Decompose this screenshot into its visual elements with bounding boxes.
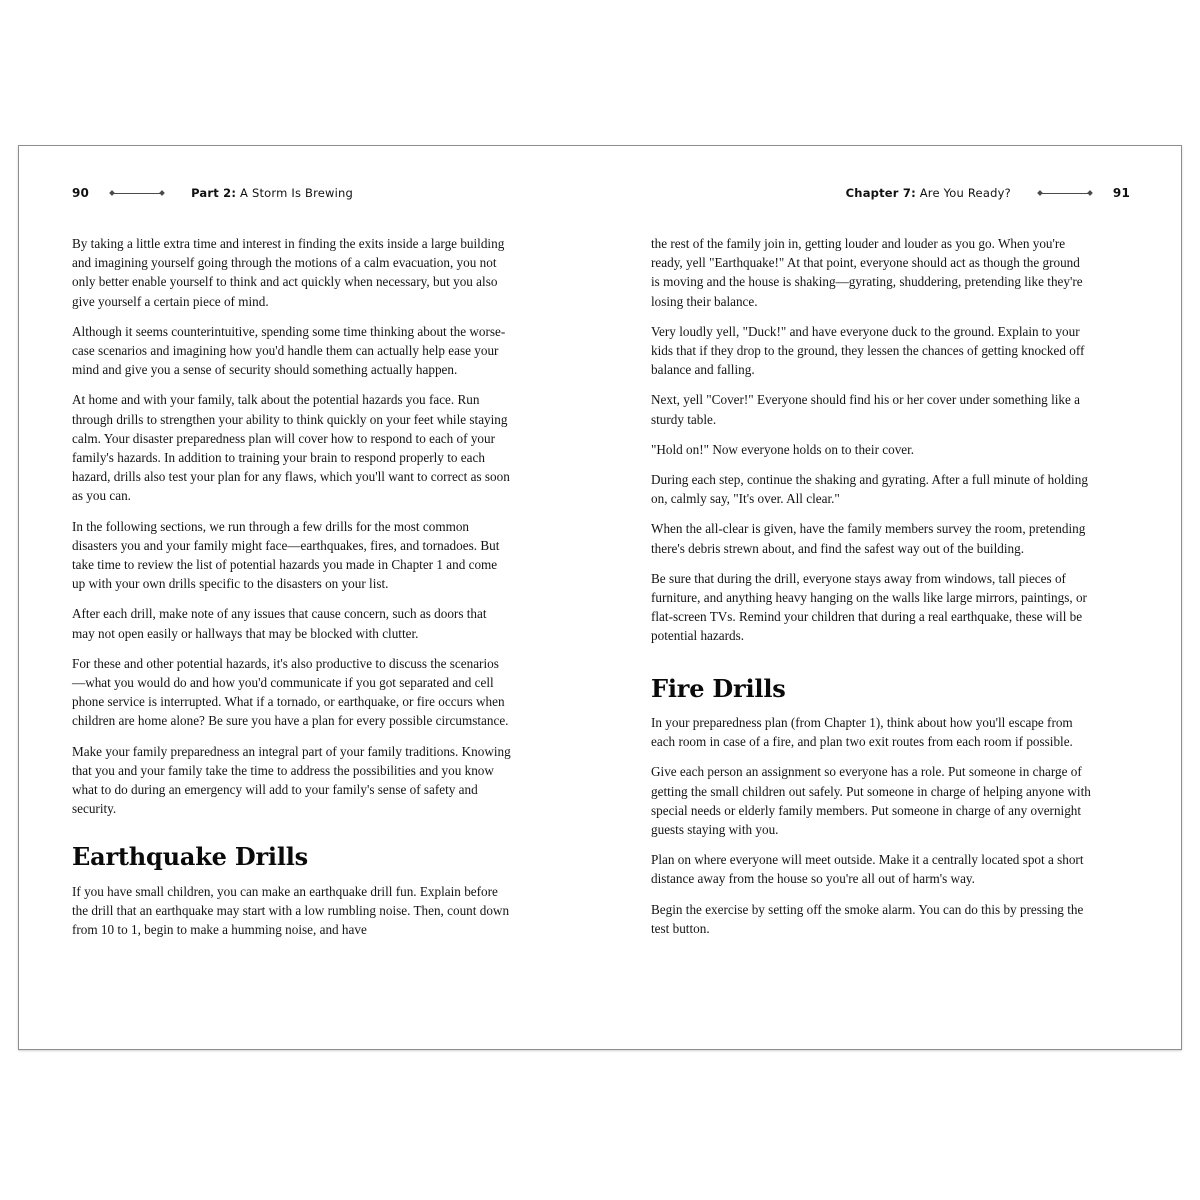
running-head-left: [72, 184, 353, 202]
section-heading-fire-drills: Fire Drills: [651, 673, 786, 703]
paragraph: Plan on where everyone will meet outside. Make it a centrally located spot a short distance away from the house so you're all out of harm's way.: [651, 852, 1084, 887]
paragraph: Be sure that during the drill, everyone stays away from windows, tall pieces of furniture, and anything heavy hanging on the walls like large mirrors, paintings, or flat-screen TVs. Remind your children that during a real earthquake, these will be potential hazards.: [651, 570, 1087, 644]
paragraph: Make your family preparedness an integral part of your family traditions. Knowing that you and your family take the time to address the possibilities and you know what to do during an emergency will add to your family's sense of safety and security.: [72, 743, 511, 817]
ornament-rule-icon: [111, 193, 163, 194]
paragraph: Give each person an assignment so everyone has a role. Put someone in charge of getting the small children out safely. Put someone in charge of helping anyone with special needs or elderly family members. Put someone in charge of any overnight guests staying with you.: [651, 764, 1091, 838]
paragraph: For these and other potential hazards, it's also productive to discuss the scenarios—what you would do and how you'd communicate if you got separated and cell phone service is interrupted. What if a tornado, or earthquake, or fire occurs when children are home alone? Be sure you have a plan for every possible circumstance.: [72, 655, 509, 729]
paragraph: At home and with your family, talk about the potential hazards you face. Run through drills to strengthen your ability to think quickly on your feet while staying calm. Your disaster preparedness plan will cover how to respond to each of your family's hazards. In addition to training your brain to respond properly to each hazard, drills also test your plan for any flaws, which you'll want to correct as soon as you can.: [72, 392, 510, 504]
section-heading-earthquake-drills: Earthquake Drills: [72, 842, 308, 872]
running-head-right: [846, 184, 1130, 202]
paragraph: By taking a little extra time and interest in finding the exits inside a large building and imagining yourself going through the motions of a calm evacuation, you not only better enable yourself to think and act quickly when necessary, but you also give yourself a certain piece of mind.: [72, 236, 505, 309]
running-head-chapter-title: Are You Ready?: [919, 186, 1011, 200]
right-page: [601, 146, 1183, 1049]
paragraph: After each drill, make note of any issues that cause concern, such as doors that may not open easily or hallways that may be blocked with clutter.: [72, 606, 487, 641]
paragraph: Begin the exercise by setting off the smoke alarm. You can do this by pressing the test button.: [651, 901, 1084, 936]
paragraph: If you have small children, you can make an earthquake drill fun. Explain before the drill that an earthquake may start with a low rumbling noise. Then, count down from 10 to 1, begin to make a humming noise, and have: [72, 883, 510, 938]
paragraph: Very loudly yell, "Duck!" and have everyone duck to the ground. Explain to your kids that if they drop to the ground, they lessen the chances of getting knocked off balance and falling.: [651, 323, 1085, 378]
left-page: [19, 146, 601, 1049]
running-head-chapter-label: Chapter 7:: [845, 186, 916, 200]
ornament-rule-icon: [1039, 193, 1091, 194]
page-number-left: 90: [72, 186, 90, 200]
paragraph: During each step, continue the shaking and gyrating. After a full minute of holding on, calmly say, "It's over. All clear.": [651, 472, 1088, 507]
running-head-part-label: Part 2:: [191, 186, 237, 200]
left-page-text-column: [72, 234, 512, 950]
paragraph: the rest of the family join in, getting louder and louder as you go. When you're ready, yell "Earthquake!" At that point, everyone should act as though the ground is moving and the house is shaking—gyrating, shuddering, pretending like they're losing their balance.: [651, 236, 1083, 309]
paragraph: Next, yell "Cover!" Everyone should find his or her cover under something like a sturdy table.: [651, 392, 1080, 427]
paragraph: Although it seems counterintuitive, spending some time thinking about the worse-case scenarios and imagining how you'd handle them can actually help ease your mind and give you a sense of security should something actually happen.: [72, 323, 506, 378]
right-page-text-column: [651, 234, 1091, 949]
paragraph: In your preparedness plan (from Chapter 1), think about how you'll escape from each room in case of a fire, and plan two exit routes from each room if possible.: [651, 715, 1073, 750]
page-number-right: 91: [1112, 186, 1130, 200]
book-spread: [18, 145, 1182, 1050]
paragraph: When the all-clear is given, have the family members survey the room, pretending there's debris strewn about, and find the safest way out of the building.: [651, 521, 1086, 556]
running-head-part-title: A Storm Is Brewing: [240, 186, 354, 200]
paragraph: In the following sections, we run through a few drills for the most common disasters you and your family might face—earthquakes, fires, and tornadoes. But take time to review the list of potential hazards you made in Chapter 1 and come up with your own drills specific to the disasters on your list.: [72, 518, 500, 592]
paragraph: "Hold on!" Now everyone holds on to their cover.: [651, 441, 915, 457]
